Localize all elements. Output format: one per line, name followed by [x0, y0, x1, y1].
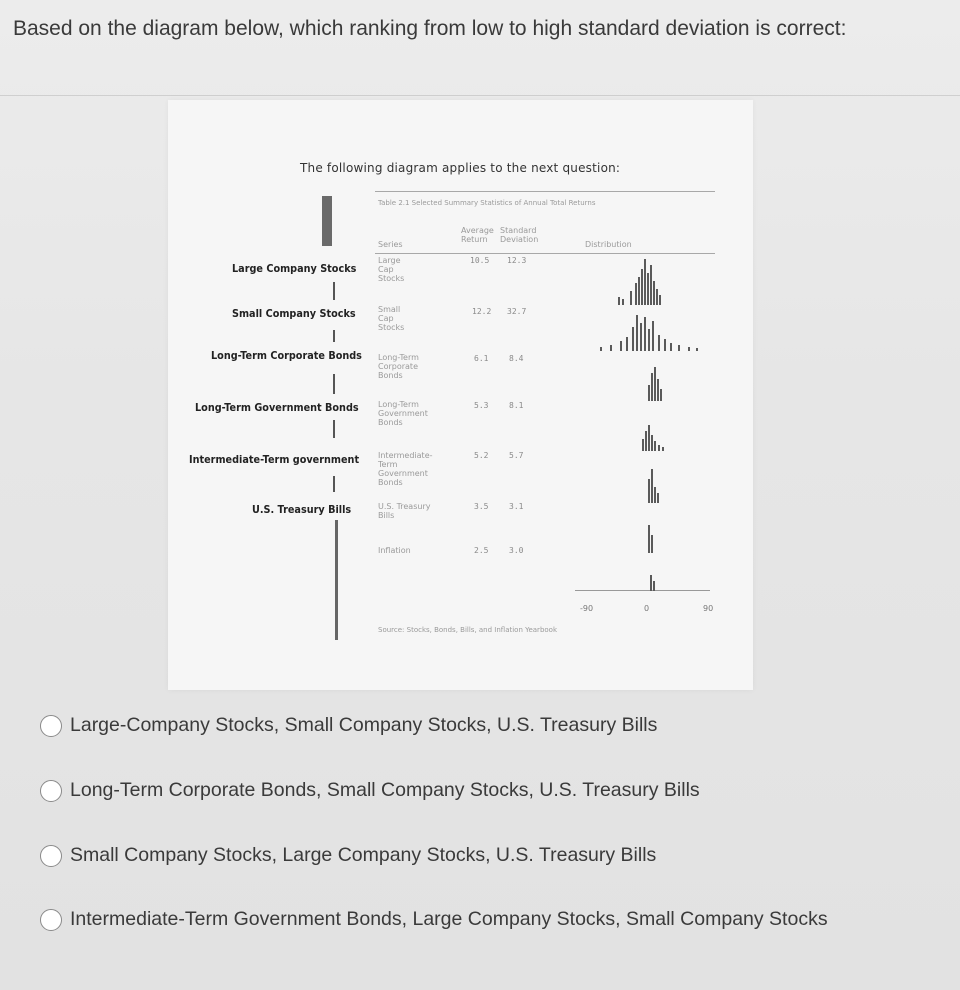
mean-value: 5.2 [474, 451, 489, 460]
col-header-average: Average Return [461, 226, 494, 244]
figure-footnote: Source: Stocks, Bonds, Bills, and Inflation Yearbook [378, 626, 558, 634]
sd-value: 8.4 [509, 354, 524, 363]
divider [0, 95, 960, 96]
histogram-small-company [600, 315, 698, 351]
distribution-histograms [570, 255, 730, 605]
row-label-large-company: Large Company Stocks [232, 262, 357, 275]
scan-artifact [333, 420, 335, 438]
series-name: Long-Term Government Bonds [378, 400, 428, 427]
scan-artifact [333, 374, 335, 394]
radio-button[interactable] [40, 845, 62, 867]
col-header-series: Series [378, 240, 403, 249]
scan-artifact [322, 196, 332, 246]
row-label-lt-corporate: Long-Term Corporate Bonds [211, 349, 362, 362]
answer-option-b[interactable] [40, 777, 830, 803]
histogram-inflation [650, 575, 655, 591]
histogram-large-company [618, 259, 661, 305]
series-name: Long-Term Corporate Bonds [378, 353, 419, 380]
answer-option-d[interactable] [40, 906, 830, 932]
question-text: Based on the diagram below, which ranking from low to high standard deviation is correct: [13, 17, 847, 40]
series-name: Inflation [378, 546, 411, 555]
option-label[interactable]: Intermediate-Term Government Bonds, Large Company Stocks, Small Company Stocks [70, 908, 828, 930]
row-label-tbills: U.S. Treasury Bills [252, 503, 352, 516]
sd-value: 32.7 [507, 307, 527, 316]
answer-option-c[interactable] [40, 842, 830, 868]
option-label[interactable]: Long-Term Corporate Bonds, Small Company Stocks, U.S. Treasury Bills [70, 779, 700, 801]
series-name: Intermediate-Term Government Bonds [378, 451, 433, 487]
option-label[interactable]: Small Company Stocks, Large Company Stocks, U.S. Treasury Bills [70, 844, 657, 866]
axis-tick: 0 [644, 604, 650, 613]
series-name: U.S. Treasury Bills [378, 502, 431, 520]
mean-value: 6.1 [474, 354, 489, 363]
scan-artifact [333, 476, 335, 492]
answer-option-a[interactable] [40, 712, 830, 738]
sd-value: 12.3 [507, 256, 527, 265]
mean-value: 10.5 [470, 256, 490, 265]
series-name: Small Cap Stocks [378, 305, 405, 332]
sd-value: 3.1 [509, 502, 524, 511]
mean-value: 5.3 [474, 401, 489, 410]
figure-heading: The following diagram applies to the next question: [300, 161, 621, 175]
col-header-distribution: Distribution [585, 240, 632, 249]
axis-tick: -90 [580, 604, 594, 613]
row-label-lt-government: Long-Term Government Bonds [195, 401, 359, 414]
histogram-lt-government [642, 425, 664, 451]
col-header-sd: Standard Deviation [500, 226, 539, 244]
sd-value: 8.1 [509, 401, 524, 410]
mean-value: 12.2 [472, 307, 492, 316]
radio-button[interactable] [40, 909, 62, 931]
radio-button[interactable] [40, 780, 62, 802]
histogram-tbills [648, 525, 653, 553]
axis-tick: 90 [703, 604, 714, 613]
table-caption: Table 2.1 Selected Summary Statistics of Annual Total Returns [378, 199, 596, 207]
scan-artifact [333, 330, 335, 342]
mean-value: 3.5 [474, 502, 489, 511]
radio-button[interactable] [40, 715, 62, 737]
option-label[interactable]: Large-Company Stocks, Small Company Stocks, U.S. Treasury Bills [70, 714, 658, 736]
table-header-rule [375, 253, 715, 254]
sd-value: 5.7 [509, 451, 524, 460]
histogram-it-government [648, 469, 659, 503]
scan-artifact [335, 520, 338, 640]
scan-artifact [333, 282, 335, 300]
histogram-lt-corporate [648, 367, 662, 401]
table-top-rule [375, 191, 715, 192]
row-label-it-government: Intermediate-Term government [189, 453, 360, 466]
sd-value: 3.0 [509, 546, 524, 555]
series-name: Large Cap Stocks [378, 256, 405, 283]
row-label-small-company: Small Company Stocks [232, 307, 356, 320]
mean-value: 2.5 [474, 546, 489, 555]
